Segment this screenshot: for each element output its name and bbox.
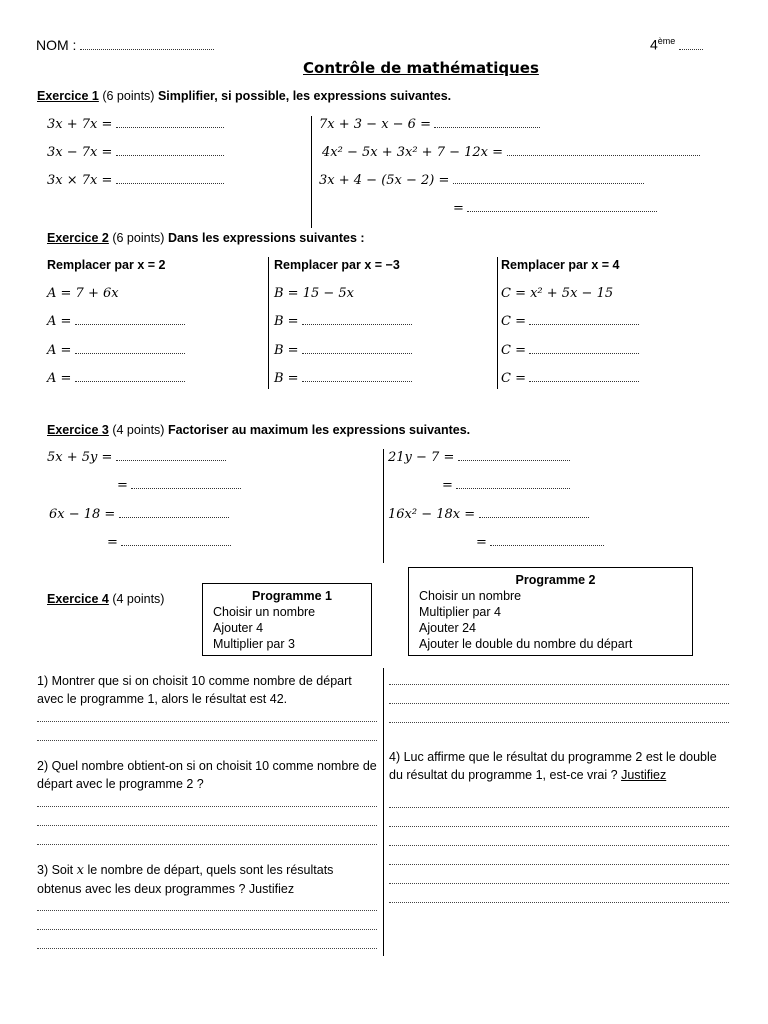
ex1-heading: Exercice 1 (6 points) Simplifier, si possible, les expressions suivantes. (37, 89, 452, 103)
ex2-col3-line[interactable]: C = (501, 371, 639, 386)
ex1-left-3[interactable]: 3x × 7x = (47, 173, 224, 188)
program-1-title: Programme 1 (252, 589, 332, 603)
ex2-col1-line[interactable]: A = (47, 314, 185, 329)
ex1-left-1[interactable]: 3x + 7x = (47, 117, 224, 132)
program-2-box: Programme 2 Choisir un nombre Multiplier par 4 Ajouter 24 Ajouter le double du nombre du départ (408, 567, 693, 656)
answer-line[interactable] (389, 883, 729, 884)
answer-line[interactable] (37, 929, 377, 930)
ex2-col2-line[interactable]: B = (274, 371, 412, 386)
ex2-col1-expr: A = 7 + 6x (47, 286, 119, 301)
answer-line[interactable] (389, 703, 729, 704)
ex1-right-2[interactable]: 4x² − 5x + 3x² + 7 − 12x = (322, 145, 700, 160)
ex1-divider (311, 116, 312, 228)
answer-line[interactable] (37, 844, 377, 845)
answer-line[interactable] (37, 825, 377, 826)
name-label: NOM : (36, 37, 77, 53)
question-3: 3) Soit x le nombre de départ, quels sont les résultats obtenus avec les deux programmes ? Justifiez (37, 863, 334, 896)
ex4-heading: Exercice 4 (4 points) (47, 592, 165, 606)
ex1-left-2[interactable]: 3x − 7x = (47, 145, 224, 160)
answer-line[interactable] (37, 740, 377, 741)
ex2-col1-line[interactable]: A = (47, 343, 185, 358)
answer-line[interactable] (37, 721, 377, 722)
ex2-col2-line[interactable]: B = (274, 343, 412, 358)
answer-line[interactable] (389, 864, 729, 865)
ex3-left-4[interactable]: = (107, 535, 231, 550)
ex2-col3-expr: C = x² + 5x − 15 (501, 286, 614, 301)
program-1-box: Programme 1 Choisir un nombre Ajouter 4 Multiplier par 3 (202, 583, 372, 656)
ex2-divider-1 (268, 257, 269, 389)
ex3-left-1[interactable]: 5x + 5y = (47, 450, 226, 465)
ex4-divider (383, 668, 384, 956)
ex2-col1-line[interactable]: A = (47, 371, 185, 386)
ex2-divider-2 (497, 257, 498, 389)
ex1-right-4[interactable]: = (453, 201, 657, 216)
page-title: Contrôle de mathématiques (303, 59, 539, 77)
ex2-col3-header: Remplacer par x = 4 (501, 258, 620, 272)
answer-line[interactable] (389, 684, 729, 685)
ex3-right-3[interactable]: 16x² − 18x = (388, 507, 589, 522)
class-level: 4ème (650, 36, 703, 53)
answer-line[interactable] (389, 845, 729, 846)
ex1-right-3[interactable]: 3x + 4 − (5x − 2) = (319, 173, 644, 188)
ex2-heading: Exercice 2 (6 points) Dans les expressions suivantes : (47, 231, 365, 245)
name-field[interactable] (36, 37, 214, 53)
ex2-col3-line[interactable]: C = (501, 343, 639, 358)
answer-line[interactable] (37, 948, 377, 949)
answer-line[interactable] (37, 806, 377, 807)
answer-line[interactable] (37, 910, 377, 911)
ex2-col2-expr: B = 15 − 5x (274, 286, 355, 301)
ex2-col2-line[interactable]: B = (274, 314, 412, 329)
ex3-left-2[interactable]: = (117, 478, 241, 493)
name-blank[interactable] (80, 39, 214, 50)
ex3-heading: Exercice 3 (4 points) Factoriser au maximum les expressions suivantes. (47, 423, 471, 437)
ex2-col3-line[interactable]: C = (501, 314, 639, 329)
question-1: 1) Montrer que si on choisit 10 comme nombre de départ avec le programme 1, alors le résultat est 42. (37, 674, 352, 706)
answer-line[interactable] (389, 722, 729, 723)
ex3-right-1[interactable]: 21y − 7 = (388, 450, 570, 465)
ex3-divider (383, 449, 384, 563)
question-4: 4) Luc affirme que le résultat du programme 2 est le double du résultat du programme 1, est-ce vrai ? Justifiez (389, 750, 717, 782)
ex3-left-3[interactable]: 6x − 18 = (49, 507, 229, 522)
answer-line[interactable] (389, 807, 729, 808)
ex3-right-4[interactable]: = (476, 535, 604, 550)
answer-line[interactable] (389, 826, 729, 827)
ex3-right-2[interactable]: = (442, 478, 570, 493)
answer-line[interactable] (389, 902, 729, 903)
ex2-col2-header: Remplacer par x = −3 (274, 258, 400, 272)
ex1-right-1[interactable]: 7x + 3 − x − 6 = (319, 117, 540, 132)
program-2-title: Programme 2 (515, 573, 596, 587)
ex2-col1-header: Remplacer par x = 2 (47, 258, 166, 272)
question-2: 2) Quel nombre obtient-on si on choisit 10 comme nombre de départ avec le programme 2 ? (37, 759, 377, 791)
